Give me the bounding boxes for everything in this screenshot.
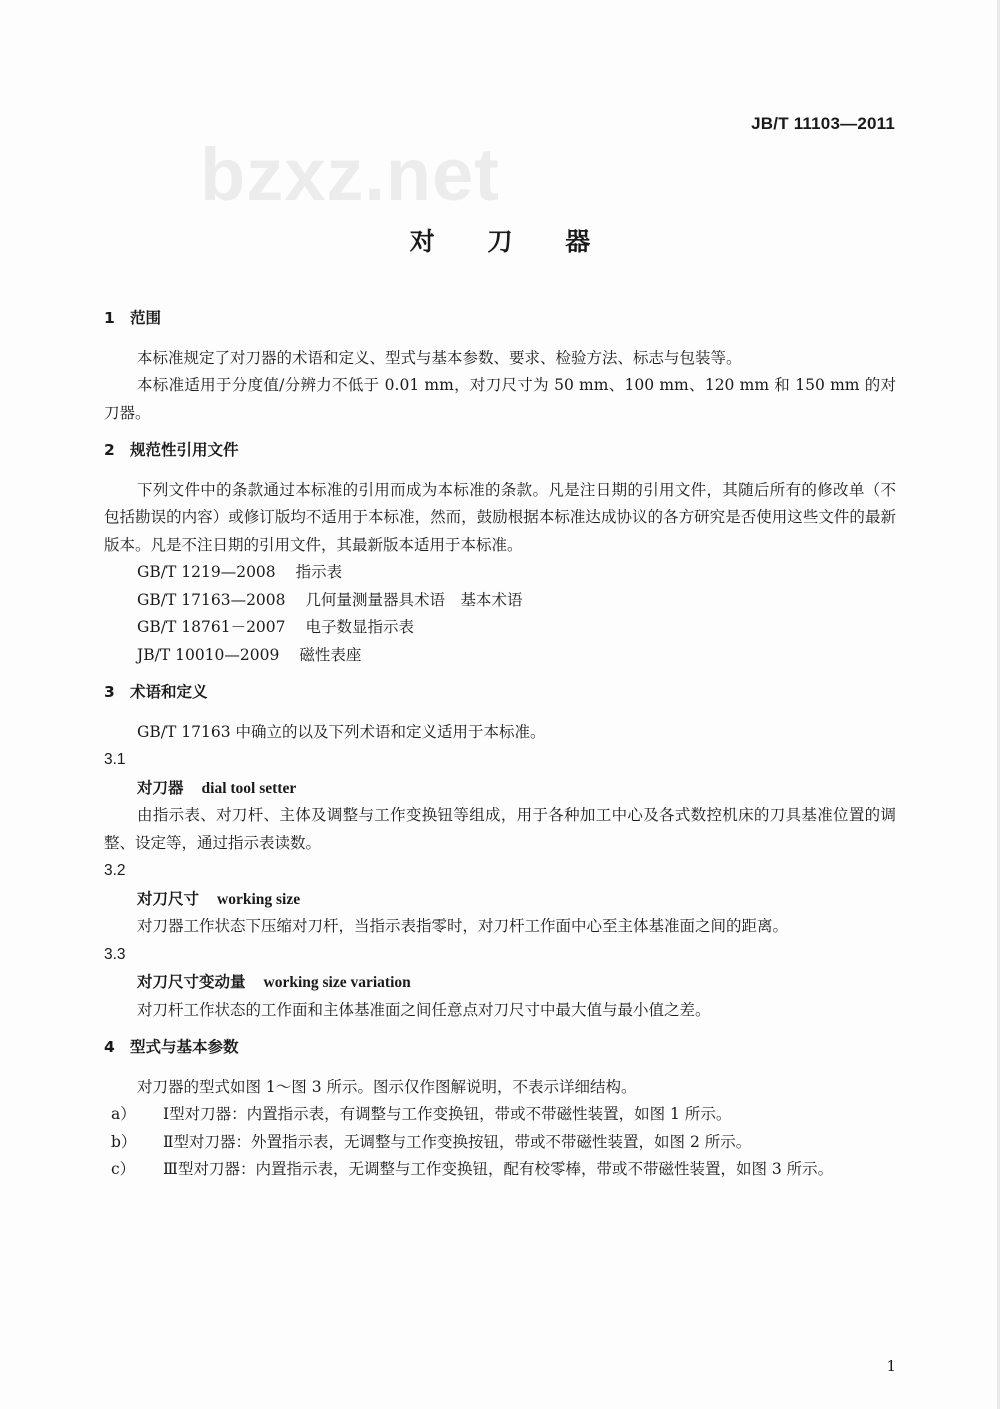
- section-title: 术语和定义: [130, 683, 208, 701]
- document-title: 对 刀 器: [409, 227, 613, 256]
- section-4-heading: [104, 1034, 896, 1062]
- section-3-heading: [104, 679, 896, 707]
- page-number: 1: [886, 1357, 896, 1375]
- section-number: 2: [104, 441, 115, 459]
- term-cn: 对刀器: [137, 778, 184, 797]
- section-number: 1: [104, 309, 115, 327]
- document-body: [104, 305, 896, 1184]
- term-heading: [104, 774, 896, 803]
- term-en: working size variation: [263, 974, 411, 991]
- list-text: Ⅲ型对刀器：内置指示表，无调整与工作变换钮，配有校零棒，带或不带磁性装置，如图 3 所示。: [163, 1160, 834, 1178]
- list-text: Ⅱ型对刀器：外置指示表，无调整与工作变换按钮，带或不带磁性装置，如图 2 所示。: [163, 1132, 752, 1151]
- list-item: [104, 1129, 896, 1157]
- term-number: 3.2: [104, 862, 126, 879]
- reference-item: [104, 587, 896, 615]
- reference-title: 指示表: [295, 563, 343, 581]
- reference-item: [104, 559, 896, 587]
- term-number: 3.1: [104, 751, 126, 768]
- reference-code: GB/T 1219—2008: [137, 563, 276, 581]
- reference-code: GB/T 17163—2008: [137, 590, 286, 609]
- term-definition: 由指示表、对刀杆、主体及调整与工作变换钮等组成，用于各种加工中心及各式数控机床的刀具基准位置的调整、设定等，通过指示表读数。: [104, 806, 896, 852]
- reference-item: [104, 614, 896, 642]
- reference-code: JB/T 10010—2009: [137, 645, 280, 664]
- section-2-heading: [104, 437, 896, 465]
- reference-item: [104, 642, 896, 670]
- section-title: 型式与基本参数: [130, 1038, 239, 1056]
- reference-title: 电子数显指示表: [305, 618, 415, 636]
- term-cn: 对刀尺寸: [137, 889, 200, 908]
- term-definition: 对刀器工作状态下压缩对刀杆，当指示表指零时，对刀杆工作面中心至主体基准面之间的距离。: [137, 917, 789, 935]
- reference-title: 几何量测量器具术语 基本术语: [305, 590, 523, 609]
- list-label: a）: [111, 1105, 136, 1123]
- reference-title: 磁性表座: [299, 645, 362, 664]
- reference-code: GB/T 18761－2007: [137, 618, 286, 636]
- section-1-heading: [104, 305, 896, 333]
- term-heading: [104, 968, 896, 997]
- list-label: c）: [111, 1160, 136, 1178]
- term-number: 3.3: [104, 945, 126, 963]
- term-en: working size: [217, 890, 301, 908]
- paragraph: 本标准适用于分度值/分辨力不低于 0.01 mm，对刀尺寸为 50 mm、100 mm、120 mm 和 150 mm 的对刀器。: [104, 376, 896, 422]
- document-code: JB/T 11103—2011: [751, 114, 895, 133]
- section-number: 3: [104, 683, 115, 701]
- list-label: b）: [111, 1132, 137, 1151]
- paragraph: 下列文件中的条款通过本标准的引用而成为本标准的条款。凡是注日期的引用文件，其随后所有的修改单（不包括勘误的内容）或修订版均不适用于本标准，然而，鼓励根据本标准达成协议的各方研究是否使用这些文件的最新版本。凡是不注日期的引用文件，其最新版本适用于本标准。: [104, 480, 896, 554]
- list-item: [104, 1101, 896, 1129]
- term-definition: 对刀杆工作状态的工作面和主体基准面之间任意点对刀尺寸中最大值与最小值之差。: [137, 1000, 711, 1019]
- section-title: 规范性引用文件: [130, 441, 239, 459]
- term-cn: 对刀尺寸变动量: [137, 973, 246, 991]
- paragraph: 本标准规定了对刀器的术语和定义、型式与基本参数、要求、检验方法、标志与包装等。: [137, 348, 742, 367]
- term-heading: [104, 885, 896, 914]
- section-number: 4: [104, 1038, 115, 1056]
- paragraph: GB/T 17163 中确立的以及下列术语和定义适用于本标准。: [137, 722, 546, 741]
- watermark: bzxz.net: [200, 133, 500, 216]
- paragraph: 对刀器的型式如图 1～图 3 所示。图示仅作图解说明，不表示详细结构。: [137, 1077, 637, 1096]
- list-item: [104, 1156, 896, 1184]
- term-en: dial tool setter: [201, 779, 297, 797]
- section-title: 范围: [130, 309, 162, 327]
- list-text: Ⅰ型对刀器：内置指示表，有调整与工作变换钮，带或不带磁性装置，如图 1 所示。: [163, 1105, 732, 1123]
